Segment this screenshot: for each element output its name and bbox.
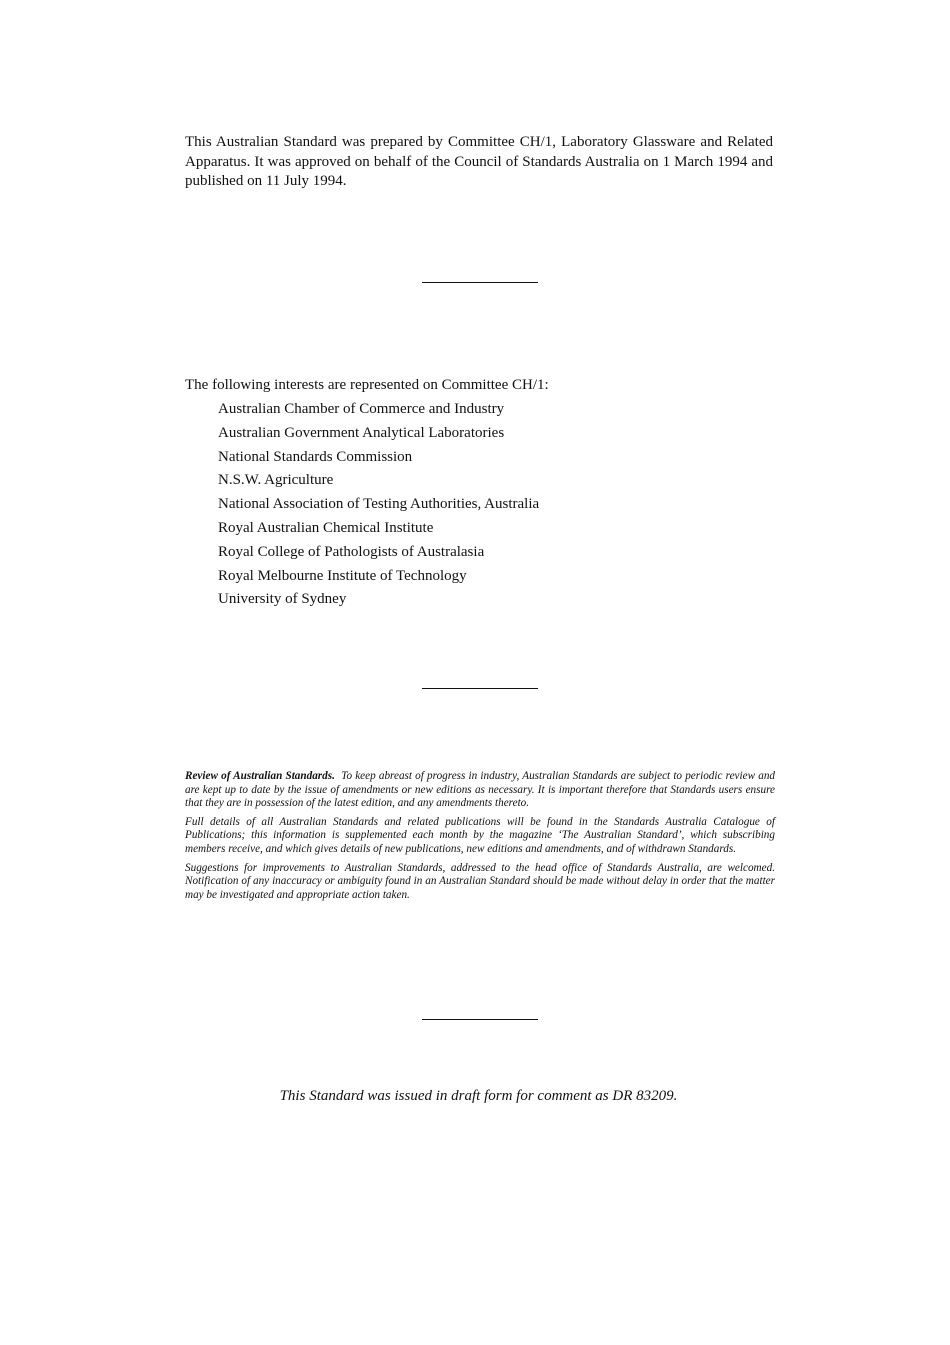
divider-rule [422,282,538,283]
interests-intro: The following interests are represented on Committee CH/1: [185,377,549,393]
list-item: University of Sydney [218,591,347,608]
details-paragraph: Full details of all Australian Standards and related publications will be found in the Standards Australia Catalogue of Publications; this information is supplemented each month by the magazine ‘The Australian Standard’, which subscribing members receive, and which gives details of new publications, new editions and amendments, and of withdrawn Standards. [185,815,775,855]
list-item: National Association of Testing Authorities, Australia [218,496,540,513]
review-notice [185,770,775,907]
list-item: Royal Melbourne Institute of Technology [218,567,467,584]
list-item: Australian Government Analytical Laboratories [218,424,505,441]
suggestions-paragraph: Suggestions for improvements to Australian Standards, addressed to the head office of Standards Australia, are welcomed. Notification of any inaccuracy or ambiguity found in an Australian Standard should be made without delay in order that the matter may be investigated and appropriate action taken. [185,861,775,901]
review-heading: Review of Australian Standards. [185,770,335,782]
list-item: Australian Chamber of Commerce and Industry [218,401,505,417]
divider-rule [422,688,538,689]
list-item: N.S.W. Agriculture [218,472,334,489]
draft-note: This Standard was issued in draft form for comment as DR 83209. [279,1088,678,1104]
review-paragraph [185,770,775,811]
preparation-statement: This Australian Standard was prepared by Committee CH/1, Laboratory Glassware and Related Apparatus. It was approved on behalf of the Council of Standards Australia on 1 March 1994 and published on 11 July 1994. [185,134,773,189]
list-item: Royal College of Pathologists of Australasia [218,543,485,560]
interests-list [218,400,539,614]
list-item: Royal Australian Chemical Institute [218,519,434,536]
review-text: To keep abreast of progress in industry, Australian Standards are subject to periodic review and are kept up to date by the issue of amendments or new editions as necessary. It is important therefore that Standards users ensure that they are in possession of the latest edition, and any amendments thereto. [185,770,776,810]
divider-rule [422,1019,538,1020]
list-item: National Standards Commission [218,448,413,465]
